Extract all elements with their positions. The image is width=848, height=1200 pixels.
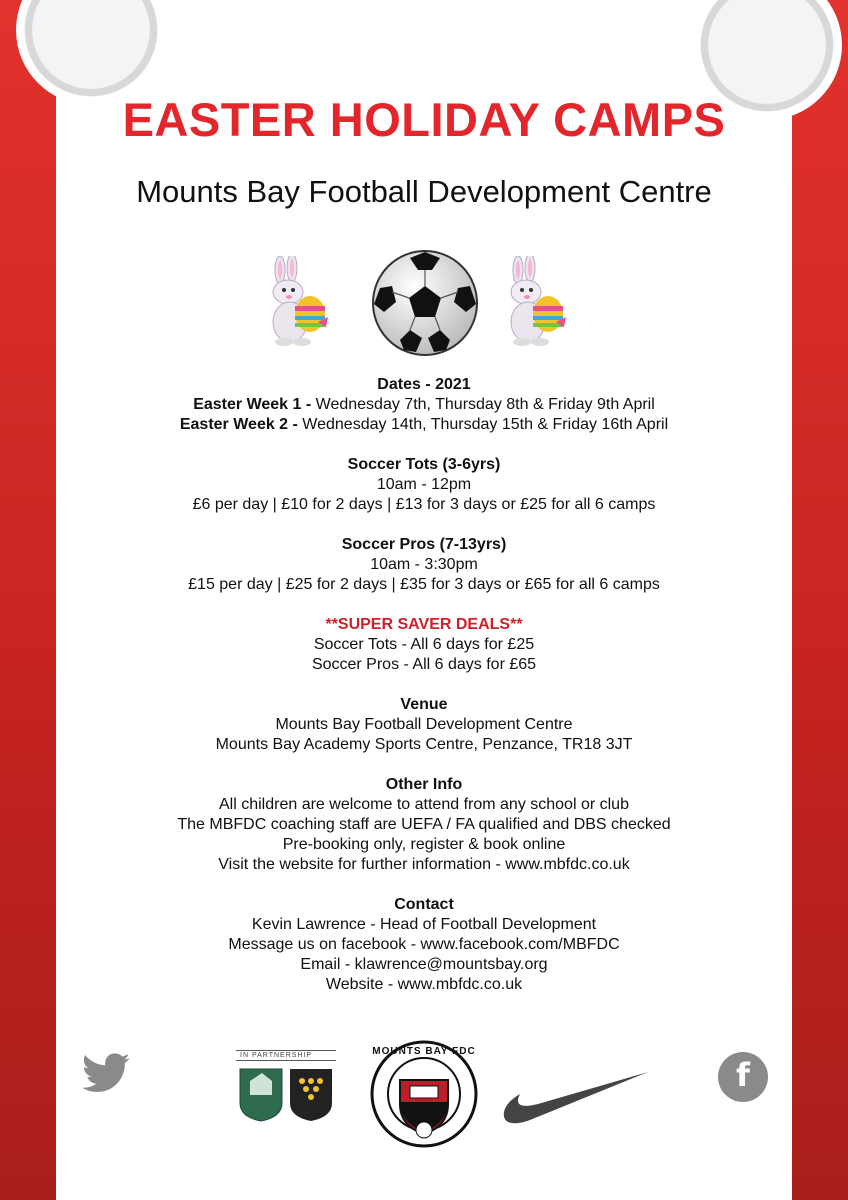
info-line: The MBFDC coaching staff are UEFA / FA qualified and DBS checked bbox=[177, 816, 671, 833]
partnership-label: IN PARTNERSHIP bbox=[236, 1050, 336, 1061]
partnership-logo bbox=[236, 1050, 336, 1128]
contact-line: Email - klawrence@mountsbay.org bbox=[300, 956, 548, 973]
venue-section bbox=[56, 695, 792, 755]
contact-heading: Contact bbox=[394, 896, 454, 913]
week2-line bbox=[56, 415, 792, 435]
soccer-tots-section bbox=[56, 455, 792, 515]
venue-line: Mounts Bay Academy Sports Centre, Penzance, TR18 3JT bbox=[215, 736, 633, 753]
dates-section bbox=[56, 375, 792, 435]
facebook-glyph: f bbox=[736, 1056, 750, 1094]
twitter-icon[interactable] bbox=[80, 1048, 132, 1100]
week2-days: Wednesday 14th, Thursday 15th & Friday 16th April bbox=[302, 416, 669, 433]
soccer-pros-time: 10am - 3:30pm bbox=[370, 556, 478, 573]
super-saver-section bbox=[56, 615, 792, 675]
info-line: All children are welcome to attend from any school or club bbox=[219, 796, 629, 813]
mounts-bay-fdc-crest bbox=[370, 1040, 478, 1148]
week1-days: Wednesday 7th, Thursday 8th & Friday 9th April bbox=[315, 396, 655, 413]
partner-crests bbox=[236, 1061, 336, 1123]
super-saver-heading: **SUPER SAVER DEALS** bbox=[325, 616, 523, 633]
venue-line: Mounts Bay Football Development Centre bbox=[275, 716, 573, 733]
soccer-pros-section bbox=[56, 535, 792, 595]
venue-heading: Venue bbox=[400, 696, 448, 713]
other-info-section bbox=[56, 775, 792, 875]
soccer-pros-heading: Soccer Pros (7-13yrs) bbox=[341, 536, 507, 553]
super-saver-pros: Soccer Pros - All 6 days for £65 bbox=[311, 656, 537, 673]
info-line: Pre-booking only, register & book online bbox=[282, 836, 566, 853]
info-line: Visit the website for further information - www.mbfdc.co.uk bbox=[218, 856, 630, 873]
soccer-pros-prices: £15 per day | £25 for 2 days | £35 for 3 days or £65 for all 6 camps bbox=[188, 576, 660, 593]
poster-content bbox=[56, 375, 792, 1015]
poster-title: EASTER HOLIDAY CAMPS bbox=[122, 93, 726, 146]
dates-heading: Dates - 2021 bbox=[377, 376, 471, 393]
other-info-heading: Other Info bbox=[385, 776, 463, 793]
crest-text: MOUNTS BAY FDC bbox=[372, 1046, 476, 1057]
footer-logos bbox=[0, 1040, 848, 1150]
football-icon bbox=[370, 248, 480, 358]
soccer-tots-prices: £6 per day | £10 for 2 days | £13 for 3 days or £25 for all 6 camps bbox=[192, 496, 656, 513]
bunny-icon bbox=[500, 256, 572, 346]
week1-line bbox=[56, 395, 792, 415]
contact-line: Website - www.mbfdc.co.uk bbox=[325, 976, 523, 993]
super-saver-tots: Soccer Tots - All 6 days for £25 bbox=[313, 636, 535, 653]
soccer-tots-time: 10am - 12pm bbox=[376, 476, 472, 493]
week2-label: Easter Week 2 - bbox=[179, 416, 303, 433]
contact-line: Kevin Lawrence - Head of Football Development bbox=[251, 916, 597, 933]
hero-images bbox=[0, 248, 848, 358]
contact-line: Message us on facebook - www.facebook.com/MBFDC bbox=[228, 936, 620, 953]
soccer-tots-heading: Soccer Tots (3-6yrs) bbox=[347, 456, 501, 473]
bunny-icon bbox=[262, 256, 334, 346]
contact-section bbox=[56, 895, 792, 995]
facebook-icon[interactable] bbox=[718, 1052, 768, 1102]
poster-subtitle: Mounts Bay Football Development Centre bbox=[136, 174, 712, 209]
nike-swoosh-icon bbox=[500, 1060, 650, 1130]
week1-label: Easter Week 1 - bbox=[193, 396, 316, 413]
